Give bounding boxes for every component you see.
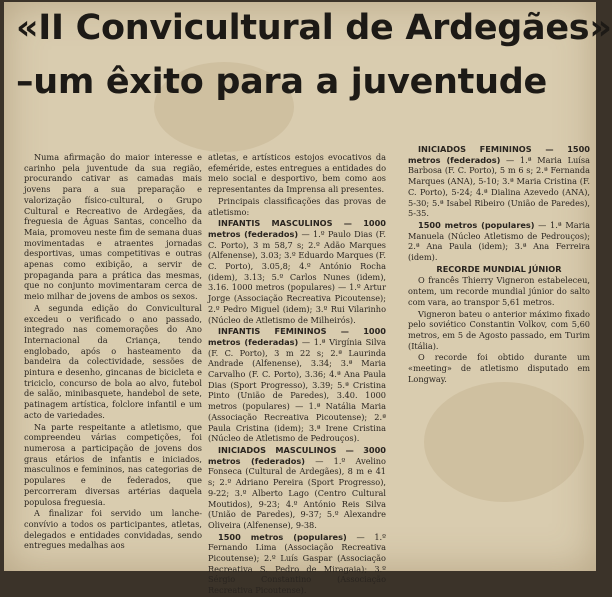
newspaper-clipping — [4, 2, 612, 596]
paragraph: Vigneron bateu o anterior máximo fixado pelo soviético Constantin Volkov, com 5,60 metros, em 5 de Agosto passado, em Turim (Itália). — [408, 308, 590, 351]
paragraph: Numa afirmação do maior interesse e carinho pela juventude da sua região, procurando cativar as camadas mais jovens para a sua preparação e valorização físico-cultural, o Grupo Cultural e Recreativo de Ardegães, da freguesia de Águas Santas, concelho da Maia, promoveu neste fim de semana duas movimentadas e atraentes jornadas desportivas, umas competitivas e outras apenas como exibição, a servir de propaganda para a prática das mesmas, que no conjunto movimentaram cerca de meio milhar de jovens de ambos os sexos. — [24, 152, 202, 302]
results-text: — 1.ª Virgínia Silva (F. C. Porto), 3 m 22 s; 2.ª Laurinda Andrade (Alfenense), 3.34; 3.ª Maria Carvalho (F. C. Porto), 3.36; 4.ª Ana Paula Dias (Sport Progresso), 3.39; 5.ª Cristina Pinto (União de Paredes), 3.40. 1000 metros (populares) — 1.ª Natália Maria (Associação Recreativa Picoutense); 2.ª Paula Cristina (idem); 3.ª Irene Cristina (Núcleo de Atletismo de Pedrouços). — [208, 336, 386, 444]
section-heading: INICIADOS FEMININOS — 1500 metros (federados) — [408, 144, 590, 165]
subheading-recorde: RECORDE MUNDIAL JÚNIOR — [436, 263, 562, 274]
column-2 — [208, 152, 386, 597]
results-text: — 1.º Fernando Lima (Associação Recreativa Picoutense); 2.º Luís Gaspar (Associação Recreativa S. Pedro de Miragaia); 3.º Sérgio Constantino (Associação Recreativa Picoutense). — [208, 531, 387, 596]
paragraph: Na parte respeitante a atletismo, que compreendeu várias competições, foi numerosa a participação de jovens dos graus etários de infantis e iniciados, masculinos e femininos, nas categorias de populares e de federados, que percorreram diversas artérias daquela populosa freguesia. — [24, 421, 202, 507]
paper-stain — [424, 382, 584, 502]
headline-line-1: «II Convicultural de Ardegães» — [16, 8, 612, 48]
section-heading: INFANTIS FEMININOS — 1000 metros (federadas) — [208, 326, 386, 347]
paragraph: Principais classificações das provas de atletismo: — [208, 195, 386, 217]
paragraph: A segunda edição do Convicultural excedeu o verificado o ano passado, integrado nas comemorações do Ano Internacional da Criança, tendo englobado, após o hasteamento da bandeira da colectividade, sessões de pintura e desenho, gincanas de bicicleta e triciclo, concurso de bola ao alvo, futebol de salão, minibasquete, handebol de sete, patinagem artística, folclore infantil e um acto de variedades. — [24, 302, 202, 420]
section-heading: INFANTIS MASCULINOS — 1000 metros (federados) — [208, 218, 386, 239]
section-heading: 1500 metros (populares) — [218, 531, 347, 542]
results-text: — 1.º Avelino Fonseca (Cultural de Ardegães), 8 m e 41 s; 2.º Adriano Pereira (Sport Progresso), 9-22; 3.º Alberto Lago (Centro Cultural Moutidos), 9-23; 4.º António Reis Silva (União de Paredes), 9-37; 5.º Alexandre Oliveira (Alfenense), 9-38. — [208, 455, 386, 530]
section-heading: INICIADOS MASCULINOS — 3000 metros (federados) — [208, 444, 386, 466]
results-text: — 1.ª Maria Manuela (Núcleo Atletismo de Pedrouços); 2.ª Ana Paula (idem); 3.ª Ana Ferreira (idem). — [408, 219, 590, 263]
paragraph: A finalizar foi servido um lanche-convívio a todos os participantes, atletas, delegados e entidades convidadas, sendo entregues medalhas aos — [24, 508, 202, 551]
paragraph: atletas, e artísticos estojos evocativos da efeméride, estes entregues a entidades do meio social e desportivo, bem como aos representantes da Imprensa ali presentes. — [208, 152, 386, 195]
column-3 — [408, 144, 590, 385]
results-text: — 1.ª Maria Luísa Barbosa (F. C. Porto), 5 m 6 s; 2.ª Fernanda Marques (ANA), 5-10; 3.ª Maria Cristina (F. C. Porto), 5-24; 4.ª Dialina Azevedo (ANA), 5-30; 5.ª Isabel Ribeiro (União de Paredes), 5-35. — [408, 154, 590, 219]
section-heading: 1500 metros (populares) — [418, 219, 535, 230]
paragraph: O francês Thierry Vigneron estabeleceu, ontem, um recorde mundial júnior do salto com vara, ao transpor 5,61 metros. — [408, 275, 590, 307]
results-text: — 1.º Paulo Dias (F. C. Porto), 3 m 58,7 s; 2.º Adão Marques (Alfenense), 3.03; 3.º Eduardo Marques (F. C. Porto), 3.05,8; 4.º António Rocha (idem), 3.13; 5.º Carlos Nunes (idem), 3.16. 1000 metros (populares) — 1.º Artur Jorge (Associação Recreativa Picoutense); 2.º Pedro Miguel (idem); 3.º Rui Vilarinho (Núcleo de Atletismo de Milheirós). — [208, 228, 386, 325]
headline — [16, 6, 612, 104]
paragraph: O recorde foi obtido durante um «meeting» de atletismo disputado em Longway. — [408, 352, 590, 384]
column-1 — [24, 152, 202, 552]
headline-line-2: –um êxito para a juventude — [16, 62, 547, 102]
